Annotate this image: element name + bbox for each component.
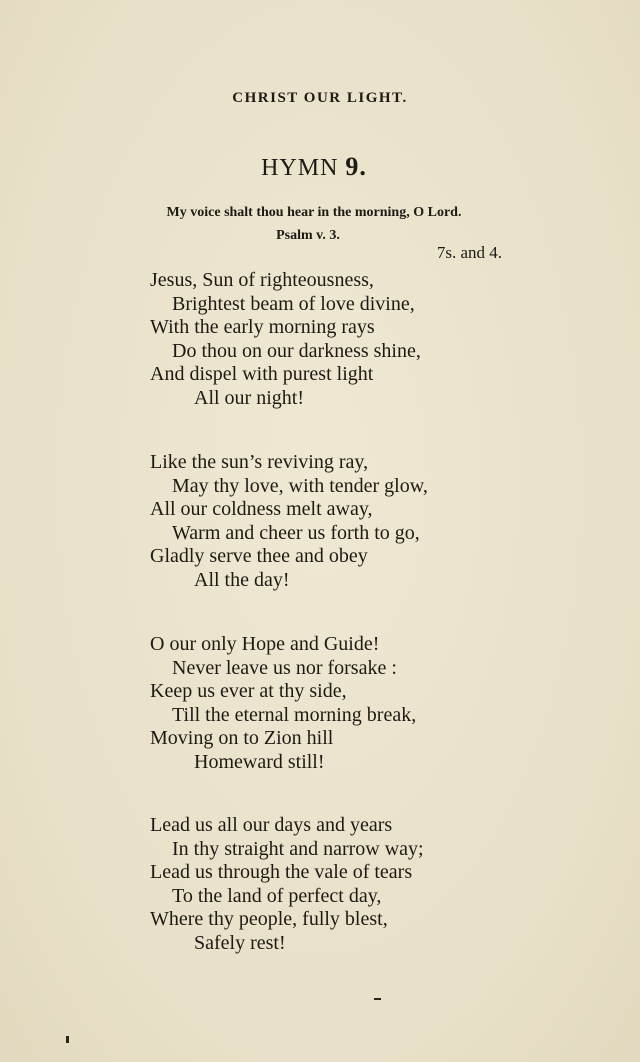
stanza-line: O our only Hope and Guide! [150,633,380,655]
stanza-line: To the land of perfect day, [172,884,382,907]
stanza-line: Lead us through the vale of tears [150,861,413,884]
hymn-title [0,152,628,182]
ink-speck [374,998,381,1000]
epigraph-source: Psalm v. 3. [276,228,340,243]
stanza-1 [150,269,421,411]
stanza-line: Do thou on our darkness shine, [172,339,421,362]
stanza-line: Safely rest! [194,931,286,954]
stanza-line: Gladly serve thee and obey [150,545,368,568]
stanza-line: Jesus, Sun of righteousness, [150,269,374,291]
running-head: CHRIST OUR LIGHT. [232,90,408,106]
stanza-line: Warm and cheer us forth to go, [172,521,420,544]
stanza-2 [150,451,428,593]
stanza-line: With the early morning rays [150,316,375,339]
stanza-line: Till the eternal morning break, [172,703,417,726]
stanza-line: Moving on to Zion hill [150,727,334,750]
stanza-line: Like the sun’s reviving ray, [150,451,369,473]
stanza-line: Brightest beam of love divine, [172,292,415,315]
stanza-line: And dispel with purest light [150,363,374,386]
stanza-line: Homeward still! [194,750,325,773]
epigraph-text: My voice shalt thou hear in the morning, O Lord. [166,205,462,220]
stanza-line: Keep us ever at thy side, [150,680,347,703]
stanza-line: In thy straight and narrow way; [172,837,424,860]
stanza-line: Never leave us nor forsake : [172,656,397,679]
hymn-label: HYMN [261,155,339,181]
stanza-line: All the day! [194,568,290,591]
hymn-number: 9. [345,152,367,181]
ink-speck [66,1036,69,1043]
stanza-line: May thy love, with tender glow, [172,474,428,497]
stanza-4 [150,814,424,956]
stanza-line: Lead us all our days and years [150,814,393,836]
stanza-line: All our night! [194,386,304,409]
stanza-line: All our coldness melt away, [150,498,373,521]
stanza-line: Where thy people, fully blest, [150,908,388,931]
stanza-3 [150,633,416,775]
meter-label: 7s. and 4. [436,243,502,262]
